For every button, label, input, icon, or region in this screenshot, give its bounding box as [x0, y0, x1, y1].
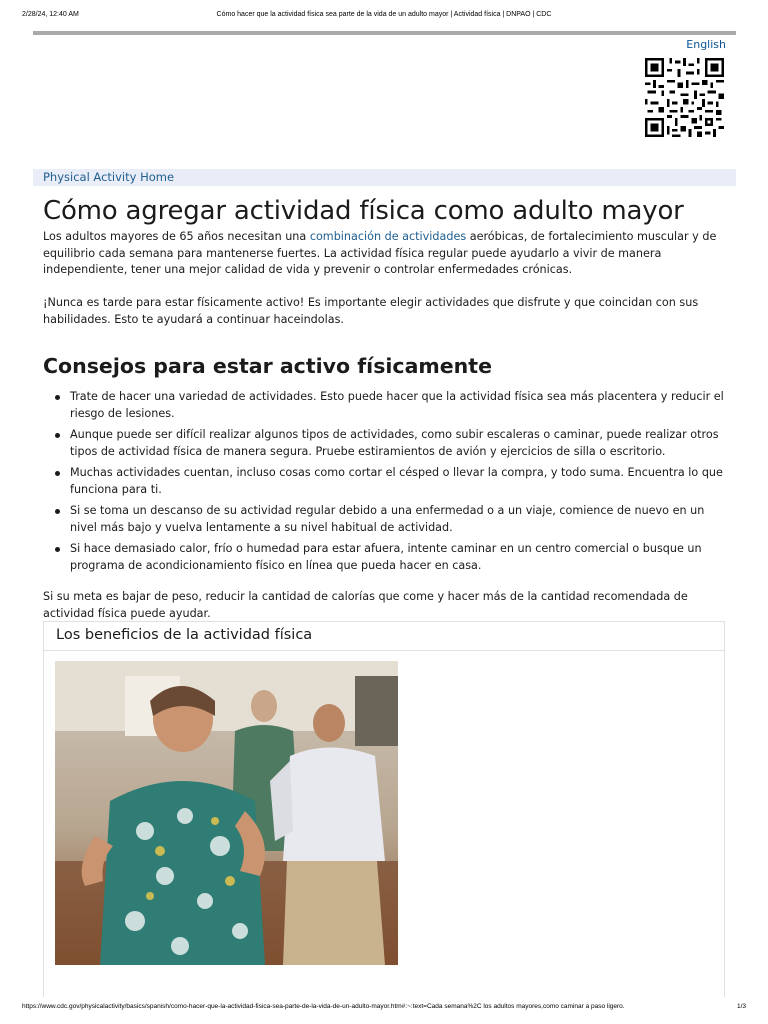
page-title: Cómo agregar actividad física como adulto mayor — [43, 196, 684, 226]
weight-loss-paragraph: Si su meta es bajar de peso, reducir la cantidad de calorías que come y hacer más de la cantidad recomendada de actividad física puede ayudar. — [43, 590, 688, 620]
benefits-card-title: Los beneficios de la actividad física — [44, 622, 724, 651]
qr-code-icon — [643, 58, 726, 137]
list-item: Aunque puede ser difícil realizar algunos tipos de actividades, como subir escaleras o caminar, puede realizar otros tipos de actividad física de manera segura. Pruebe estiramientos de avión y ejercicios de silla o escritorio. — [70, 427, 730, 460]
list-item: Si se toma un descanso de su actividad regular debido a una enfermedad o a un viaje, comience de nuevo en un nivel más bajo y vuelva lentamente a su nivel habitual de actividad. — [70, 503, 730, 536]
list-item: Trate de hacer una variedad de actividades. Esto puede hacer que la actividad física sea más placentera y reducir el riesgo de lesiones. — [70, 389, 730, 422]
print-doc-title: Cómo hacer que la actividad física sea parte de la vida de un adulto mayor | Actividad física | DNPAO | CDC — [216, 11, 552, 18]
print-datetime: 2/28/24, 12:40 AM — [22, 11, 79, 18]
intro-paragraph — [43, 229, 728, 279]
activity-combination-link[interactable]: combinación de actividades — [309, 230, 467, 243]
print-footer — [22, 1003, 746, 1010]
never-too-late-paragraph: ¡Nunca es tarde para estar físicamente activo! Es importante elegir actividades que disfrute y que coincidan con sus habilidades. Esto te ayudará a continuar haceindolas. — [43, 296, 699, 326]
print-footer-url: https://www.cdc.gov/physicalactivity/basics/spanish/como-hacer-que-la-actividad-fisica-sea-parte-de-la-vida-de-un-adulto-mayor.htm#:~:text=Cada semana%2C los adultos mayores,como caminar a paso ligero. — [22, 1003, 625, 1010]
intro-text-2: aeróbicas, de fortalecimiento muscular y de equilibrio cada semana para mantenerse fuertes. La actividad física regular puede ayudarlo a vivir de manera independiente, tener una mejor calidad de vida y prevenir o controlar enfermedades crónicas. — [43, 230, 717, 276]
list-item: Muchas actividades cuentan, incluso cosas como cortar el césped o llevar la compra, y todo suma. Encuentra lo que funciona para ti. — [70, 465, 730, 498]
english-language-link[interactable]: English — [686, 38, 726, 51]
breadcrumb-link-physical-activity-home[interactable]: Physical Activity Home — [43, 170, 175, 184]
tips-list — [70, 389, 730, 579]
print-header — [22, 11, 746, 21]
older-adults-dancing-photo — [55, 661, 398, 965]
print-page-number: 1/3 — [736, 1003, 746, 1010]
list-item: Si hace demasiado calor, frío o humedad para estar afuera, intente caminar en un centro comercial o busque un programa de acondicionamiento físico en línea que pueda hacer en casa. — [70, 541, 730, 574]
tips-section-title: Consejos para estar activo físicamente — [43, 354, 492, 378]
top-divider-bar — [33, 31, 736, 35]
breadcrumb — [33, 169, 736, 186]
intro-text-1: Los adultos mayores de 65 años necesitan una — [43, 230, 310, 243]
